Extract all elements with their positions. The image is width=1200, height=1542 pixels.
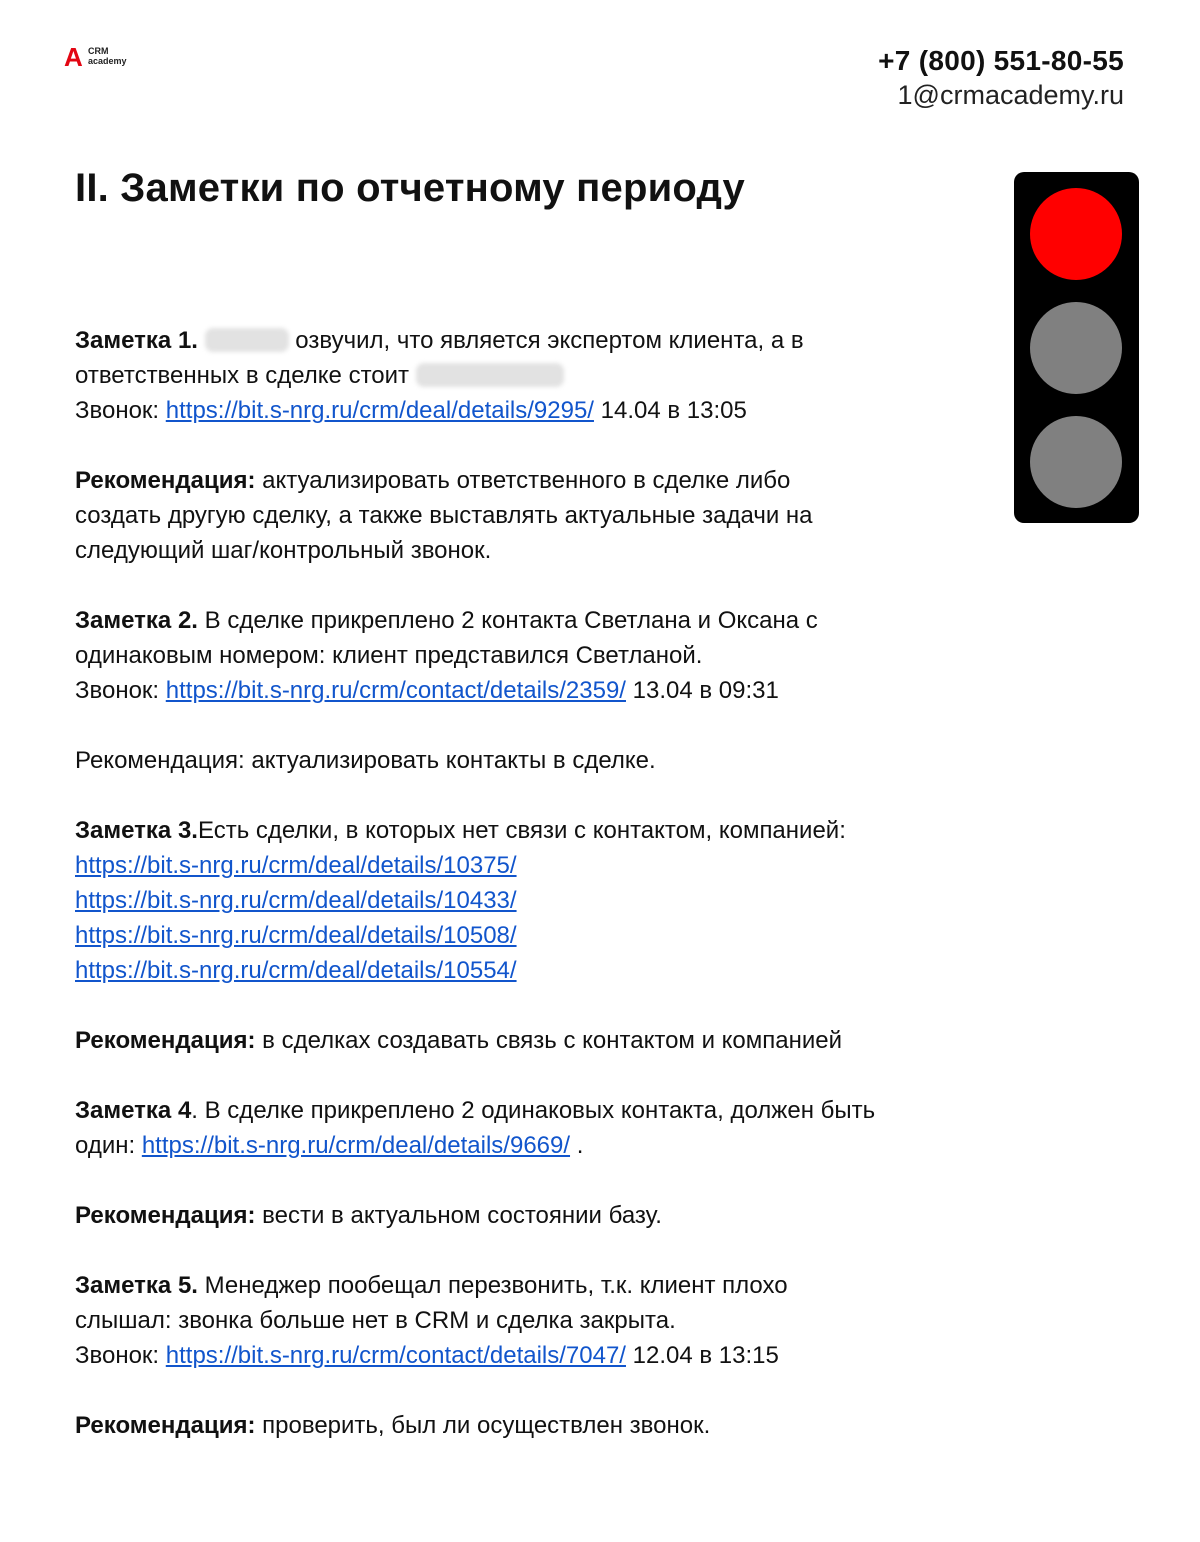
- traffic-light-middle-lamp: [1030, 302, 1122, 394]
- note-1-rec-text-3: следующий шаг/контрольный звонок.: [75, 537, 492, 564]
- note-1-text-a: озвучил, что является экспертом клиента, а в: [288, 327, 804, 354]
- traffic-light-bottom-lamp: [1030, 416, 1122, 508]
- note-2-call-link[interactable]: https://bit.s-nrg.ru/crm/contact/details/2359/: [165, 677, 626, 704]
- note-4-rec-label: Рекомендация:: [75, 1202, 256, 1229]
- note-4-tail: .: [570, 1132, 584, 1159]
- note-2-call-date: 13.04 в 09:31: [625, 677, 779, 704]
- note-3-link-1[interactable]: https://bit.s-nrg.ru/crm/deal/details/10375/: [75, 852, 517, 879]
- note-2-call-label: Звонок:: [75, 677, 166, 704]
- notes-content: [75, 323, 995, 1443]
- logo-a-icon: A: [64, 42, 83, 72]
- note-3-link-3[interactable]: https://bit.s-nrg.ru/crm/deal/details/10508/: [75, 922, 517, 949]
- note-5-recommendation: [75, 1408, 995, 1443]
- logo-text-bottom: academy: [88, 56, 127, 66]
- note-2-text-b: одинаковым номером: клиент представился Светланой.: [75, 642, 703, 669]
- note-2: [75, 603, 995, 708]
- traffic-light-red-lamp: [1030, 188, 1122, 280]
- note-3-rec-label: Рекомендация:: [75, 1027, 256, 1054]
- note-4-recommendation: [75, 1198, 995, 1233]
- note-4: [75, 1093, 995, 1163]
- note-1-text-b: ответственных в сделке стоит: [75, 362, 416, 389]
- note-4-label: Заметка 4: [75, 1097, 192, 1124]
- note-5-call-link[interactable]: https://bit.s-nrg.ru/crm/contact/details/7047/: [165, 1342, 626, 1369]
- note-1-call-link[interactable]: https://bit.s-nrg.ru/crm/deal/details/9295/: [165, 397, 594, 424]
- crm-academy-logo: [64, 44, 154, 74]
- note-5-text-b: слышал: звонка больше нет в CRM и сделка закрыта.: [75, 1307, 676, 1334]
- note-3-label: Заметка 3.: [75, 817, 198, 844]
- note-4-rec-text: вести в актуальном состоянии базу.: [255, 1202, 662, 1229]
- note-1-recommendation: [75, 463, 995, 568]
- note-1: [75, 323, 995, 428]
- note-5-rec-text: проверить, был ли осуществлен звонок.: [255, 1412, 711, 1439]
- note-1-call-date: 14.04 в 13:05: [593, 397, 747, 424]
- note-5: [75, 1268, 995, 1373]
- note-4-text-b: один:: [75, 1132, 142, 1159]
- note-2-label: Заметка 2.: [75, 607, 198, 634]
- note-3-text: Есть сделки, в которых нет связи с контактом, компанией:: [197, 817, 846, 844]
- note-2-text-a: В сделке прикреплено 2 контакта Светлана и Оксана с: [197, 607, 818, 634]
- header-contacts: [878, 44, 1124, 112]
- redacted-name: [205, 328, 289, 352]
- note-4-text-a: . В сделке прикреплено 2 одинаковых контакта, должен быть: [191, 1097, 876, 1124]
- note-5-call-label: Звонок:: [75, 1342, 166, 1369]
- note-3-recommendation: [75, 1023, 995, 1058]
- logo-text-top: CRM: [88, 46, 109, 56]
- note-5-call-date: 12.04 в 13:15: [625, 1342, 779, 1369]
- note-1-label: Заметка 1.: [75, 327, 198, 354]
- note-3-rec-text: в сделках создавать связь с контактом и компанией: [255, 1027, 843, 1054]
- note-1-rec-text-2: создать другую сделку, а также выставлять актуальные задачи на: [75, 502, 813, 529]
- note-1-call-label: Звонок:: [75, 397, 166, 424]
- page-title: II. Заметки по отчетному периоду: [75, 166, 745, 210]
- note-1-rec-label: Рекомендация:: [75, 467, 256, 494]
- note-4-link[interactable]: https://bit.s-nrg.ru/crm/deal/details/9669/: [141, 1132, 571, 1159]
- note-3: [75, 813, 995, 988]
- note-2-recommendation: Рекомендация: актуализировать контакты в сделке.: [75, 747, 656, 774]
- note-5-label: Заметка 5.: [75, 1272, 198, 1299]
- note-1-rec-text-1: актуализировать ответственного в сделке либо: [255, 467, 791, 494]
- note-3-link-2[interactable]: https://bit.s-nrg.ru/crm/deal/details/10433/: [75, 887, 517, 914]
- note-5-text-a: Менеджер пообещал перезвонить, т.к. клиент плохо: [197, 1272, 788, 1299]
- email-address[interactable]: 1@crmacademy.ru: [897, 80, 1124, 110]
- traffic-light-icon: [1014, 172, 1139, 523]
- phone-number[interactable]: +7 (800) 551-80-55: [878, 45, 1124, 76]
- note-3-link-4[interactable]: https://bit.s-nrg.ru/crm/deal/details/10554/: [75, 957, 517, 984]
- note-5-rec-label: Рекомендация:: [75, 1412, 256, 1439]
- redacted-responsible: [416, 363, 564, 387]
